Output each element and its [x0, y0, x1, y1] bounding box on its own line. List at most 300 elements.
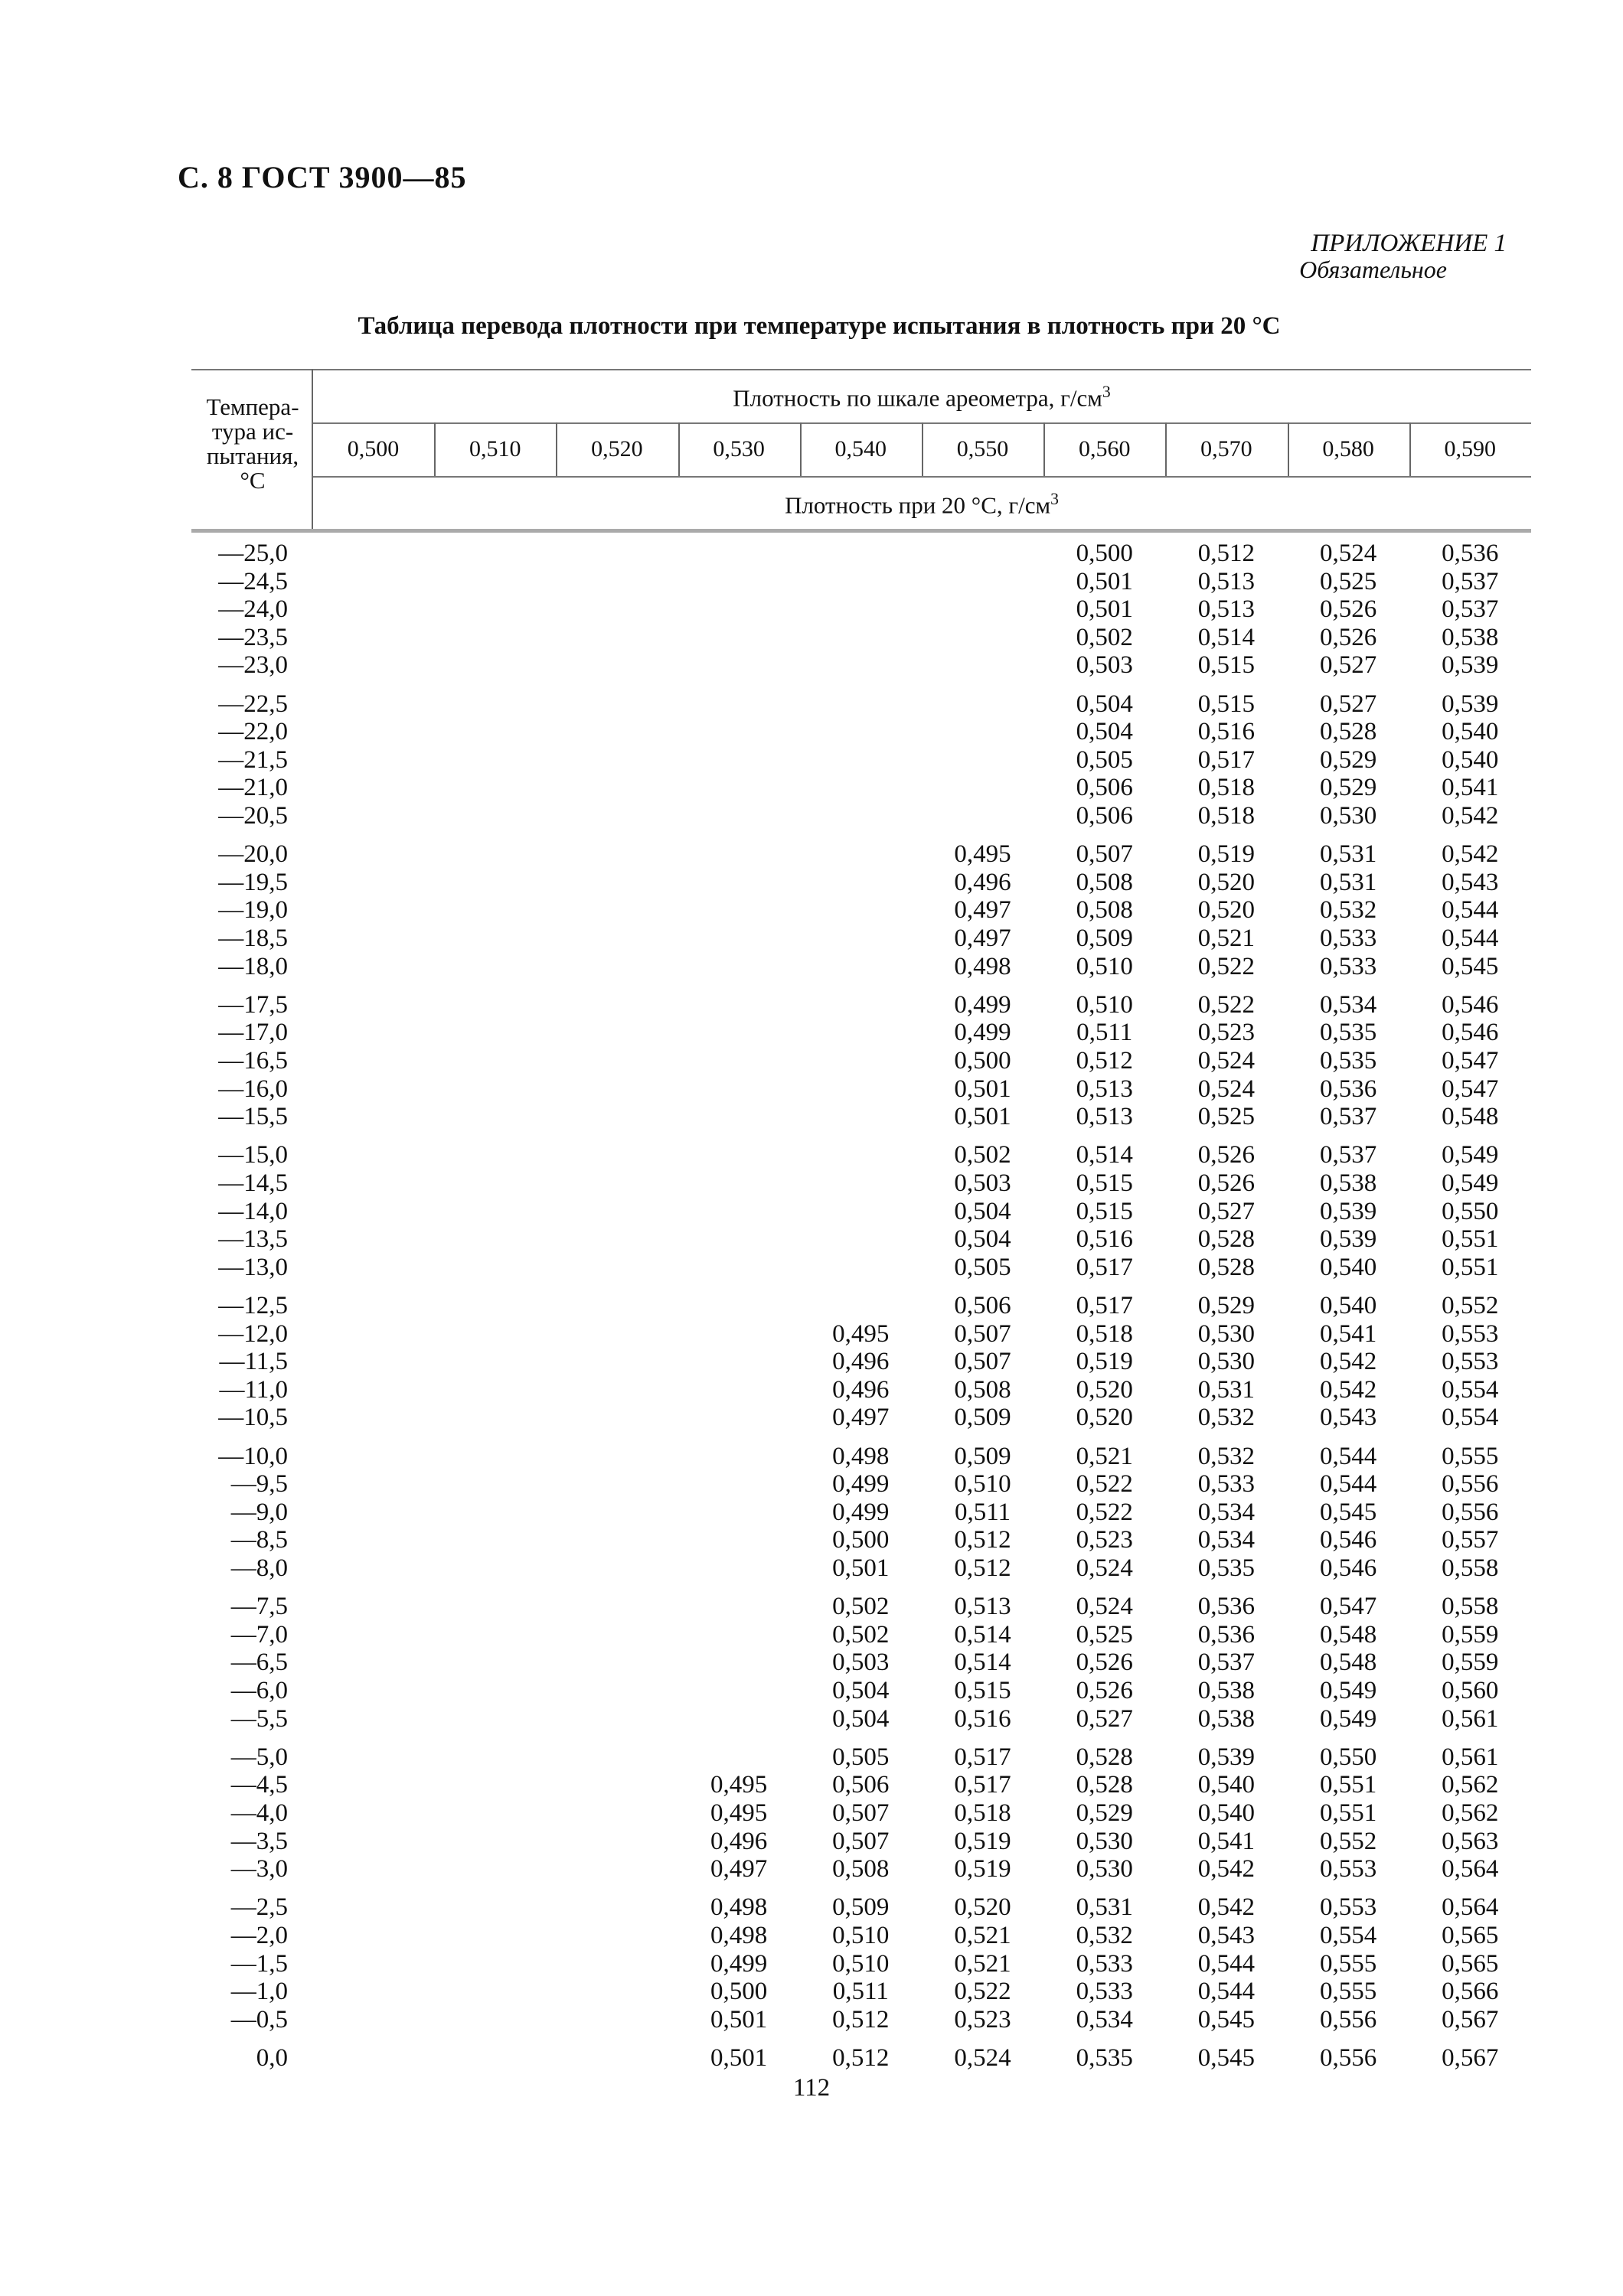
- density-cell: 0,521: [1076, 1442, 1133, 1470]
- density-cell: 0,538: [1442, 623, 1499, 651]
- density-cell: 0,542: [1442, 802, 1499, 830]
- density-cell: 0,537: [1442, 567, 1499, 595]
- density-cell: 0,546: [1442, 990, 1499, 1019]
- density-cell: 0,512: [1076, 1047, 1133, 1075]
- density-cell: 0,502: [832, 1620, 890, 1649]
- density-cell: 0,507: [832, 1799, 890, 1827]
- density-cell: 0,524: [1076, 1593, 1133, 1621]
- density-cell: 0,497: [832, 1404, 890, 1432]
- density-cell: 0,533: [1197, 1470, 1256, 1499]
- density-cell: 0,499: [954, 1019, 1011, 1047]
- density-cell: 0,540: [1442, 745, 1499, 774]
- density-cell: 0,530: [1319, 802, 1377, 830]
- density-cell: 0,503: [954, 1169, 1011, 1197]
- density-cell: 0,554: [1442, 1375, 1499, 1404]
- density-cell: 0,495: [832, 1319, 890, 1348]
- density-cell: 0,508: [1076, 868, 1133, 896]
- scale-density-header: [312, 383, 1531, 412]
- density-cell: 0,529: [1197, 1292, 1256, 1319]
- density-cell: 0,524: [954, 2044, 1011, 2072]
- density-cell: 0,567: [1442, 2044, 1499, 2072]
- temperature-cell: —21,0: [218, 774, 288, 802]
- density-cell: 0,518: [954, 1799, 1011, 1827]
- result-density-header: [312, 490, 1531, 519]
- density-cell: 0,504: [1076, 690, 1133, 718]
- density-cell: 0,516: [1076, 1225, 1133, 1254]
- density-cell: 0,544: [1442, 925, 1499, 952]
- density-cell: 0,545: [1197, 2044, 1256, 2072]
- temperature-cell: —22,0: [218, 718, 288, 746]
- density-cell: 0,562: [1442, 1771, 1499, 1799]
- temperature-cell: —8,5: [230, 1526, 288, 1554]
- density-cell: 0,513: [954, 1593, 1011, 1621]
- density-cell: 0,542: [1319, 1375, 1377, 1404]
- density-cell: 0,529: [1076, 1799, 1133, 1827]
- density-cell: 0,501: [1076, 567, 1133, 595]
- density-cell: 0,500: [832, 1526, 890, 1554]
- page-number: 112: [792, 2074, 831, 2102]
- density-cell: 0,535: [1319, 1047, 1377, 1075]
- density-cell: 0,524: [1076, 1554, 1133, 1582]
- density-cell: 0,507: [954, 1319, 1011, 1348]
- density-cell: 0,500: [710, 1978, 768, 2006]
- temperature-cell: —7,5: [230, 1593, 288, 1621]
- density-cell: 0,509: [954, 1404, 1011, 1432]
- density-cell: 0,531: [1076, 1893, 1133, 1922]
- density-cell: 0,534: [1319, 990, 1377, 1019]
- density-cell: 0,522: [1197, 990, 1256, 1019]
- temperature-cell: —9,5: [230, 1470, 288, 1499]
- density-cell: 0,514: [1197, 623, 1256, 651]
- density-cell: 0,501: [710, 2044, 768, 2072]
- column-header: 0,540: [834, 436, 887, 461]
- density-cell: 0,518: [1076, 1319, 1133, 1348]
- density-cell: 0,541: [1442, 774, 1499, 802]
- density-cell: 0,554: [1319, 1922, 1377, 1949]
- density-cell: 0,514: [954, 1649, 1011, 1677]
- column-header: 0,550: [956, 436, 1009, 461]
- density-cell: 0,498: [710, 1922, 768, 1949]
- density-cell: 0,499: [710, 1949, 768, 1978]
- density-cell: 0,517: [954, 1771, 1011, 1799]
- density-cell: 0,504: [832, 1677, 890, 1704]
- density-cell: 0,542: [1319, 1348, 1377, 1376]
- density-cell: 0,542: [1197, 1855, 1256, 1883]
- temperature-cell: —12,5: [218, 1292, 288, 1319]
- density-cell: 0,526: [1319, 623, 1377, 651]
- density-cell: 0,521: [954, 1922, 1011, 1949]
- result-density-header-text: Плотность при 20 °С, г/см: [785, 491, 1051, 519]
- density-cell: 0,553: [1442, 1319, 1499, 1348]
- density-cell: 0,512: [832, 2005, 890, 2033]
- density-cell: 0,499: [832, 1470, 890, 1499]
- temperature-column-header: [191, 395, 314, 493]
- density-cell: 0,526: [1076, 1677, 1133, 1704]
- density-cell: 0,513: [1076, 1103, 1133, 1131]
- density-cell: 0,498: [710, 1893, 768, 1922]
- density-cell: 0,538: [1197, 1677, 1256, 1704]
- density-cell: 0,541: [1197, 1827, 1256, 1855]
- temperature-cell: —1,0: [230, 1978, 288, 2006]
- density-cell: 0,536: [1197, 1620, 1256, 1649]
- density-cell: 0,543: [1197, 1922, 1256, 1949]
- density-cell: 0,540: [1197, 1799, 1256, 1827]
- density-cell: 0,544: [1197, 1949, 1256, 1978]
- temperature-cell: —18,5: [218, 925, 288, 952]
- density-cell: 0,551: [1319, 1771, 1377, 1799]
- temperature-cell: —3,0: [230, 1855, 288, 1883]
- density-cell: 0,519: [954, 1827, 1011, 1855]
- temperature-cell: —20,5: [218, 802, 288, 830]
- density-cell: 0,526: [1197, 1169, 1256, 1197]
- density-cell: 0,561: [1442, 1704, 1499, 1733]
- density-cell: 0,527: [1319, 651, 1377, 680]
- density-cell: 0,501: [1076, 595, 1133, 624]
- density-cell: 0,518: [1197, 774, 1256, 802]
- density-cell: 0,513: [1197, 595, 1256, 624]
- temperature-cell: —24,0: [218, 595, 288, 624]
- density-cell: 0,551: [1442, 1225, 1499, 1254]
- density-cell: 0,528: [1076, 1771, 1133, 1799]
- column-header: 0,570: [1200, 436, 1252, 461]
- density-cell: 0,527: [1076, 1704, 1133, 1733]
- density-cell: 0,504: [954, 1225, 1011, 1254]
- density-cell: 0,524: [1319, 540, 1377, 567]
- density-cell: 0,495: [710, 1771, 768, 1799]
- density-cell: 0,512: [1197, 540, 1256, 567]
- density-cell: 0,513: [1076, 1075, 1133, 1103]
- density-cell: 0,553: [1319, 1855, 1377, 1883]
- density-cell: 0,546: [1319, 1554, 1377, 1582]
- density-cell: 0,502: [954, 1141, 1011, 1169]
- density-cell: 0,545: [1197, 2005, 1256, 2033]
- density-cell: 0,561: [1442, 1743, 1499, 1771]
- density-cell: 0,556: [1442, 1498, 1499, 1526]
- density-cell: 0,509: [954, 1442, 1011, 1470]
- density-cell: 0,520: [1076, 1375, 1133, 1404]
- density-cell: 0,525: [1197, 1103, 1256, 1131]
- density-cell: 0,513: [1197, 567, 1256, 595]
- temperature-cell: —1,5: [230, 1949, 288, 1978]
- density-cell: 0,533: [1076, 1978, 1133, 2006]
- density-cell: 0,536: [1442, 540, 1499, 567]
- density-cell: 0,510: [832, 1922, 890, 1949]
- density-cell: 0,538: [1197, 1704, 1256, 1733]
- density-cell: 0,533: [1319, 925, 1377, 952]
- density-cell: 0,554: [1442, 1404, 1499, 1432]
- density-cell: 0,557: [1442, 1526, 1499, 1554]
- temperature-cell: —8,0: [230, 1554, 288, 1582]
- density-cell: 0,517: [1197, 745, 1256, 774]
- density-cell: 0,521: [1197, 925, 1256, 952]
- density-cell: 0,520: [1076, 1404, 1133, 1432]
- temperature-cell: —6,5: [230, 1649, 288, 1677]
- temperature-cell: —10,0: [218, 1442, 288, 1470]
- density-cell: 0,509: [1076, 925, 1133, 952]
- density-cell: 0,512: [954, 1526, 1011, 1554]
- temperature-cell: —13,0: [218, 1253, 288, 1281]
- density-cell: 0,514: [954, 1620, 1011, 1649]
- density-cell: 0,555: [1319, 1949, 1377, 1978]
- density-cell: 0,553: [1319, 1893, 1377, 1922]
- density-cell: 0,559: [1442, 1649, 1499, 1677]
- temperature-cell: —4,0: [230, 1799, 288, 1827]
- density-cell: 0,533: [1319, 952, 1377, 980]
- density-cell: 0,556: [1319, 2005, 1377, 2033]
- density-cell: 0,512: [832, 2044, 890, 2072]
- density-cell: 0,522: [954, 1978, 1011, 2006]
- density-cell: 0,534: [1076, 2005, 1133, 2033]
- density-cell: 0,543: [1319, 1404, 1377, 1432]
- scale-density-header-sup: 3: [1102, 383, 1111, 401]
- density-cell: 0,505: [954, 1253, 1011, 1281]
- column-header: 0,520: [591, 436, 643, 461]
- density-cell: 0,549: [1319, 1677, 1377, 1704]
- density-cell: 0,527: [1197, 1197, 1256, 1225]
- temperature-cell: —11,0: [219, 1375, 288, 1404]
- density-cell: 0,551: [1442, 1253, 1499, 1281]
- density-cell: 0,553: [1442, 1348, 1499, 1376]
- density-cell: 0,563: [1442, 1827, 1499, 1855]
- density-cell: 0,518: [1197, 802, 1256, 830]
- density-cell: 0,501: [954, 1103, 1011, 1131]
- temperature-cell: —23,5: [218, 623, 288, 651]
- density-cell: 0,536: [1319, 1075, 1377, 1103]
- temperature-cell: —2,0: [230, 1922, 288, 1949]
- density-cell: 0,501: [710, 2005, 768, 2033]
- column-header: 0,580: [1322, 436, 1374, 461]
- density-cell: 0,520: [954, 1893, 1011, 1922]
- density-cell: 0,505: [1076, 745, 1133, 774]
- density-cell: 0,496: [832, 1348, 890, 1376]
- temperature-column-header-text: Темпера-тура ис-пытания, °С: [206, 393, 299, 494]
- density-cell: 0,547: [1442, 1075, 1499, 1103]
- density-cell: 0,501: [832, 1554, 890, 1582]
- density-cell: 0,533: [1076, 1949, 1133, 1978]
- density-cell: 0,545: [1442, 952, 1499, 980]
- temperature-cell: —7,0: [230, 1620, 288, 1649]
- density-cell: 0,519: [1076, 1348, 1133, 1376]
- density-cell: 0,539: [1442, 651, 1499, 680]
- density-cell: 0,528: [1197, 1253, 1256, 1281]
- temperature-cell: —20,0: [218, 840, 288, 869]
- temperature-cell: —5,0: [230, 1743, 288, 1771]
- density-cell: 0,555: [1442, 1442, 1499, 1470]
- density-cell: 0,501: [954, 1075, 1011, 1103]
- density-cell: 0,504: [832, 1704, 890, 1733]
- density-cell: 0,515: [1076, 1169, 1133, 1197]
- density-cell: 0,532: [1197, 1442, 1256, 1470]
- density-cell: 0,521: [954, 1949, 1011, 1978]
- density-cell: 0,525: [1076, 1620, 1133, 1649]
- density-cell: 0,544: [1442, 896, 1499, 925]
- temperature-cell: —12,0: [218, 1319, 288, 1348]
- density-cell: 0,529: [1319, 774, 1377, 802]
- density-cell: 0,528: [1319, 718, 1377, 746]
- density-cell: 0,549: [1442, 1169, 1499, 1197]
- density-cell: 0,519: [954, 1855, 1011, 1883]
- header-top-rule: [191, 369, 1531, 370]
- density-cell: 0,522: [1197, 952, 1256, 980]
- density-cell: 0,530: [1197, 1319, 1256, 1348]
- column-header: 0,530: [713, 436, 765, 461]
- density-cell: 0,549: [1442, 1141, 1499, 1169]
- density-cell: 0,534: [1197, 1526, 1256, 1554]
- density-cell: 0,510: [954, 1470, 1011, 1499]
- density-cell: 0,552: [1442, 1292, 1499, 1319]
- density-cell: 0,514: [1076, 1141, 1133, 1169]
- density-cell: 0,541: [1319, 1319, 1377, 1348]
- density-cell: 0,510: [832, 1949, 890, 1978]
- density-cell: 0,500: [954, 1047, 1011, 1075]
- density-cell: 0,510: [1076, 952, 1133, 980]
- density-cell: 0,548: [1319, 1649, 1377, 1677]
- density-cell: 0,530: [1076, 1855, 1133, 1883]
- temperature-cell: —18,0: [218, 952, 288, 980]
- density-cell: 0,520: [1197, 868, 1256, 896]
- density-cell: 0,526: [1319, 595, 1377, 624]
- density-cell: 0,516: [954, 1704, 1011, 1733]
- density-cell: 0,515: [954, 1677, 1011, 1704]
- density-cell: 0,526: [1076, 1649, 1133, 1677]
- temperature-cell: —22,5: [218, 690, 288, 718]
- density-cell: 0,535: [1319, 1019, 1377, 1047]
- temperature-cell: —9,0: [230, 1498, 288, 1526]
- density-cell: 0,549: [1319, 1704, 1377, 1733]
- temperature-cell: —16,5: [218, 1047, 288, 1075]
- temperature-cell: —11,5: [219, 1348, 288, 1376]
- density-cell: 0,522: [1076, 1498, 1133, 1526]
- density-cell: 0,505: [832, 1743, 890, 1771]
- density-cell: 0,530: [1076, 1827, 1133, 1855]
- density-cell: 0,547: [1442, 1047, 1499, 1075]
- density-cell: 0,531: [1197, 1375, 1256, 1404]
- density-cell: 0,507: [1076, 840, 1133, 869]
- density-cell: 0,548: [1442, 1103, 1499, 1131]
- density-cell: 0,535: [1076, 2044, 1133, 2072]
- density-cell: 0,506: [1076, 774, 1133, 802]
- density-cell: 0,517: [954, 1743, 1011, 1771]
- density-cell: 0,556: [1442, 1470, 1499, 1499]
- density-cell: 0,550: [1442, 1197, 1499, 1225]
- density-cell: 0,539: [1319, 1197, 1377, 1225]
- density-cell: 0,539: [1319, 1225, 1377, 1254]
- density-cell: 0,565: [1442, 1949, 1499, 1978]
- density-cell: 0,506: [832, 1771, 890, 1799]
- density-cell: 0,496: [710, 1827, 768, 1855]
- temperature-cell: —17,0: [218, 1019, 288, 1047]
- temperature-cell: —2,5: [230, 1893, 288, 1922]
- density-cell: 0,537: [1319, 1103, 1377, 1131]
- density-cell: 0,537: [1319, 1141, 1377, 1169]
- result-density-header-sup: 3: [1050, 490, 1059, 508]
- density-cell: 0,527: [1319, 690, 1377, 718]
- density-cell: 0,498: [954, 952, 1011, 980]
- temperature-cell: —19,5: [218, 868, 288, 896]
- density-cell: 0,509: [832, 1893, 890, 1922]
- density-cell: 0,511: [954, 1498, 1011, 1526]
- density-cell: 0,537: [1197, 1649, 1256, 1677]
- density-cell: 0,524: [1197, 1047, 1256, 1075]
- temperature-cell: —10,5: [218, 1404, 288, 1432]
- column-header: 0,560: [1078, 436, 1131, 461]
- density-cell: 0,556: [1319, 2044, 1377, 2072]
- running-title: С. 8 ГОСТ 3900—85: [178, 160, 467, 194]
- density-cell: 0,526: [1197, 1141, 1256, 1169]
- density-cell: 0,508: [1076, 896, 1133, 925]
- density-cell: 0,523: [954, 2005, 1011, 2033]
- header-bottom-rule: [191, 529, 1531, 533]
- density-cell: 0,562: [1442, 1799, 1499, 1827]
- density-cell: 0,539: [1442, 690, 1499, 718]
- temperature-cell: —0,5: [230, 2005, 288, 2033]
- density-cell: 0,540: [1197, 1771, 1256, 1799]
- density-cell: 0,566: [1442, 1978, 1499, 2006]
- table-title: Таблица перевода плотности при температуре испытания в плотность при 20 °С: [358, 312, 1281, 340]
- temperature-cell: —19,0: [218, 896, 288, 925]
- density-cell: 0,497: [954, 925, 1011, 952]
- density-cell: 0,542: [1442, 840, 1499, 869]
- temperature-cell: —25,0: [218, 540, 288, 567]
- column-header: 0,590: [1444, 436, 1497, 461]
- density-cell: 0,564: [1442, 1855, 1499, 1883]
- density-cell: 0,529: [1319, 745, 1377, 774]
- density-cell: 0,517: [1076, 1292, 1133, 1319]
- temperature-cell: —17,5: [218, 990, 288, 1019]
- temperature-cell: —14,5: [218, 1169, 288, 1197]
- density-cell: 0,530: [1197, 1348, 1256, 1376]
- density-cell: 0,564: [1442, 1893, 1499, 1922]
- density-cell: 0,528: [1076, 1743, 1133, 1771]
- density-cell: 0,497: [954, 896, 1011, 925]
- density-cell: 0,502: [1076, 623, 1133, 651]
- density-cell: 0,497: [710, 1855, 768, 1883]
- density-cell: 0,540: [1442, 718, 1499, 746]
- temperature-cell: —24,5: [218, 567, 288, 595]
- density-cell: 0,524: [1197, 1075, 1256, 1103]
- density-cell: 0,499: [832, 1498, 890, 1526]
- density-cell: 0,543: [1442, 868, 1499, 896]
- density-cell: 0,502: [832, 1593, 890, 1621]
- density-cell: 0,546: [1319, 1526, 1377, 1554]
- density-cell: 0,539: [1197, 1743, 1256, 1771]
- density-cell: 0,510: [1076, 990, 1133, 1019]
- column-header: 0,510: [469, 436, 521, 461]
- density-cell: 0,559: [1442, 1620, 1499, 1649]
- density-cell: 0,506: [954, 1292, 1011, 1319]
- density-cell: 0,531: [1319, 868, 1377, 896]
- density-cell: 0,537: [1442, 595, 1499, 624]
- density-cell: 0,516: [1197, 718, 1256, 746]
- density-cell: 0,519: [1197, 840, 1256, 869]
- density-cell: 0,523: [1197, 1019, 1256, 1047]
- density-cell: 0,535: [1197, 1554, 1256, 1582]
- density-cell: 0,547: [1319, 1593, 1377, 1621]
- density-cell: 0,544: [1319, 1442, 1377, 1470]
- density-cell: 0,567: [1442, 2005, 1499, 2033]
- density-cell: 0,507: [954, 1348, 1011, 1376]
- density-cell: 0,531: [1319, 840, 1377, 869]
- temperature-cell: —23,0: [218, 651, 288, 680]
- density-cell: 0,542: [1197, 1893, 1256, 1922]
- density-cell: 0,503: [832, 1649, 890, 1677]
- density-cell: 0,508: [832, 1855, 890, 1883]
- density-cell: 0,523: [1076, 1526, 1133, 1554]
- density-cell: 0,500: [1076, 540, 1133, 567]
- temperature-cell: —4,5: [230, 1771, 288, 1799]
- column-header: 0,500: [347, 436, 400, 461]
- density-cell: 0,520: [1197, 896, 1256, 925]
